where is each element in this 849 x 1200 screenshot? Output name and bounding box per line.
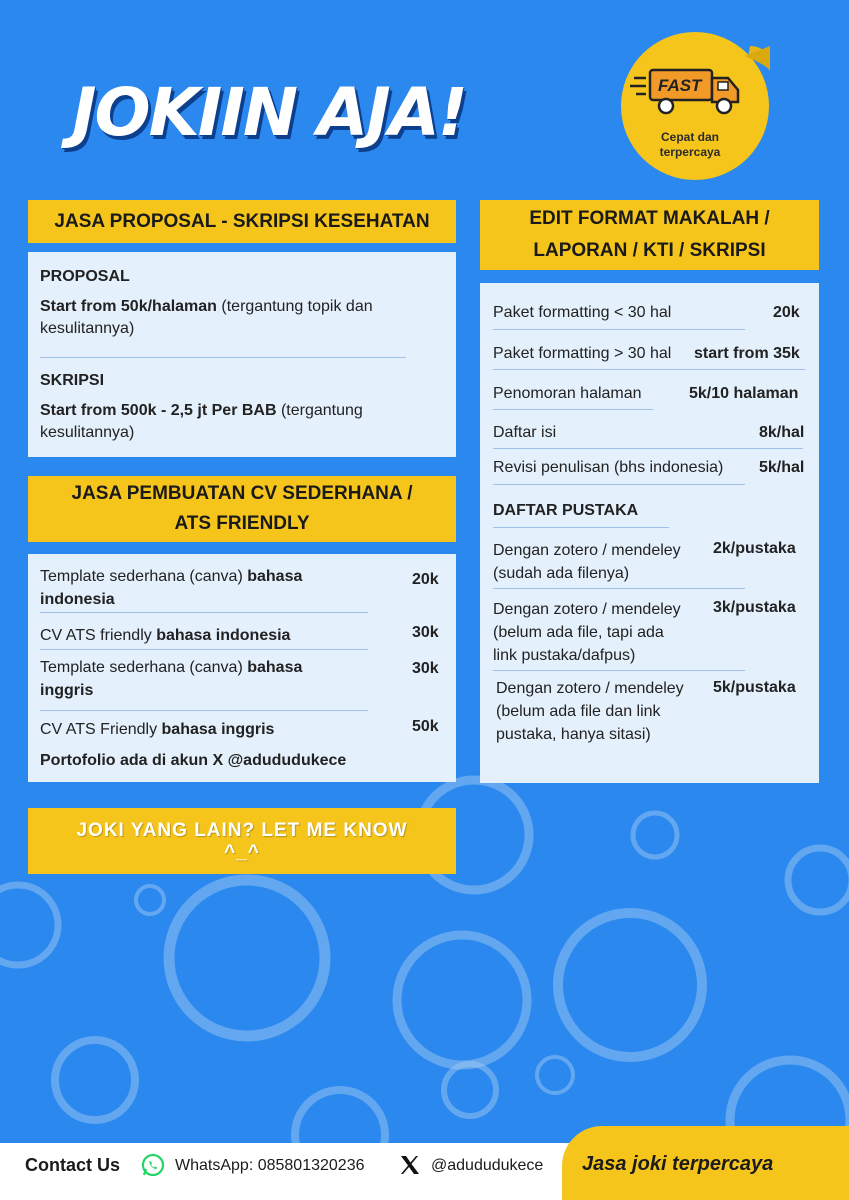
- pustaka-item: [493, 539, 681, 585]
- format-heading-line1: EDIT FORMAT MAKALAH /: [529, 208, 770, 229]
- divider: [40, 649, 368, 650]
- whatsapp-icon[interactable]: [141, 1153, 165, 1177]
- format-item-price: 5k/10 halaman: [689, 385, 799, 402]
- format-heading: [480, 200, 819, 270]
- proposal-price-bold: Start from 50k/halaman: [40, 298, 217, 315]
- portfolio-note: Portofolio ada di akun X @adududukece: [40, 752, 347, 769]
- footer-tagline: Jasa joki terpercaya: [582, 1153, 774, 1175]
- format-item-price: 5k/hal: [759, 459, 805, 476]
- cv-item-text: CV ATS friendly: [40, 627, 157, 644]
- divider: [493, 527, 669, 528]
- divider: [40, 612, 368, 613]
- other-jobs-callout: [28, 808, 456, 874]
- pustaka-item-price: 3k/pustaka: [713, 599, 796, 616]
- format-item-label: Daftar isi: [493, 424, 557, 441]
- cv-item-price: 30k: [412, 660, 439, 677]
- cv-item: [40, 656, 340, 702]
- format-heading-line2: LAPORAN / KTI / SKRIPSI: [533, 240, 766, 261]
- cv-item-price: 20k: [412, 571, 439, 588]
- cv-item-text: Template sederhana (canva): [40, 568, 248, 585]
- page-title: JOKIIN AJA!: [72, 74, 466, 151]
- divider: [493, 448, 803, 449]
- format-panel: [480, 283, 819, 783]
- pustaka-item-line: pustaka, hanya sitasi): [496, 726, 651, 743]
- pustaka-heading: DAFTAR PUSTAKA: [493, 502, 639, 519]
- cv-item-language: bahasa inggris: [161, 721, 275, 738]
- format-item-label: Penomoran halaman: [493, 385, 642, 402]
- pustaka-item-line: link pustaka/dafpus): [493, 647, 636, 664]
- pustaka-item-line: (belum ada file dan link: [496, 703, 661, 720]
- divider: [493, 409, 653, 410]
- callout-line2: ^_^: [224, 842, 260, 863]
- divider: [493, 588, 745, 589]
- cv-item-price: 50k: [412, 718, 439, 735]
- divider: [493, 369, 805, 370]
- proposal-price: [40, 296, 430, 340]
- divider: [40, 357, 406, 358]
- pustaka-item: [496, 677, 684, 746]
- proposal-heading: [28, 200, 456, 243]
- pustaka-item-line: (belum ada file, tapi ada: [493, 624, 664, 641]
- pustaka-item-line: Dengan zotero / mendeley: [496, 680, 684, 697]
- divider: [493, 329, 745, 330]
- pustaka-item-price: 5k/pustaka: [713, 679, 796, 696]
- cv-item-language: bahasa indonesia: [156, 627, 291, 644]
- cv-item: [40, 624, 380, 647]
- cv-item-text: CV ATS Friendly: [40, 721, 162, 738]
- whatsapp-number[interactable]: WhatsApp: 085801320236: [175, 1157, 365, 1174]
- proposal-panel: [28, 252, 456, 457]
- divider: [493, 670, 745, 671]
- callout-line1: JOKI YANG LAIN? LET ME KNOW: [76, 820, 408, 841]
- cv-item: [40, 565, 340, 611]
- cv-item-language: bahasa indonesia: [40, 568, 303, 608]
- divider: [493, 484, 745, 485]
- pustaka-item-line: Dengan zotero / mendeley: [493, 542, 681, 559]
- skripsi-price-bold: Start from 500k - 2,5 jt Per BAB: [40, 402, 277, 419]
- pustaka-item-price: 2k/pustaka: [713, 540, 796, 557]
- cv-item-text: Template sederhana (canva): [40, 659, 248, 676]
- cv-heading: [28, 476, 456, 542]
- skripsi-price-note: (tergantung kesulitannya): [40, 402, 363, 441]
- skripsi-label: SKRIPSI: [40, 372, 105, 389]
- cv-heading-line1: JASA PEMBUATAN CV SEDERHANA /: [71, 483, 413, 504]
- badge-caption: Cepat dan terpercaya: [659, 130, 721, 159]
- x-handle[interactable]: @adududukece: [431, 1157, 544, 1174]
- cv-panel: [28, 554, 456, 782]
- cv-item-price: 30k: [412, 624, 439, 641]
- pustaka-item-line: Dengan zotero / mendeley: [493, 601, 681, 618]
- fast-label: FAST: [658, 76, 702, 95]
- proposal-heading-text: JASA PROPOSAL - SKRIPSI KESEHATAN: [54, 210, 430, 232]
- divider: [40, 710, 368, 711]
- pustaka-item-line: (sudah ada filenya): [493, 565, 630, 582]
- x-logo-icon[interactable]: [398, 1153, 422, 1177]
- cv-item-language: bahasa inggris: [40, 659, 303, 699]
- format-item-label: Paket formatting < 30 hal: [493, 304, 672, 321]
- cv-heading-line2: ATS FRIENDLY: [174, 513, 310, 534]
- format-item-price: start from 35k: [694, 345, 800, 362]
- proposal-price-note: (tergantung topik dan kesulitannya): [40, 298, 373, 337]
- pustaka-item: [493, 598, 681, 667]
- proposal-label: PROPOSAL: [40, 268, 130, 285]
- format-item-label: Revisi penulisan (bhs indonesia): [493, 459, 724, 476]
- skripsi-price: [40, 400, 420, 444]
- contact-label: Contact Us: [25, 1155, 121, 1175]
- cv-item: [40, 718, 380, 741]
- format-item-label: Paket formatting > 30 hal: [493, 345, 672, 362]
- format-item-price: 20k: [773, 304, 800, 321]
- format-item-price: 8k/hal: [759, 424, 805, 441]
